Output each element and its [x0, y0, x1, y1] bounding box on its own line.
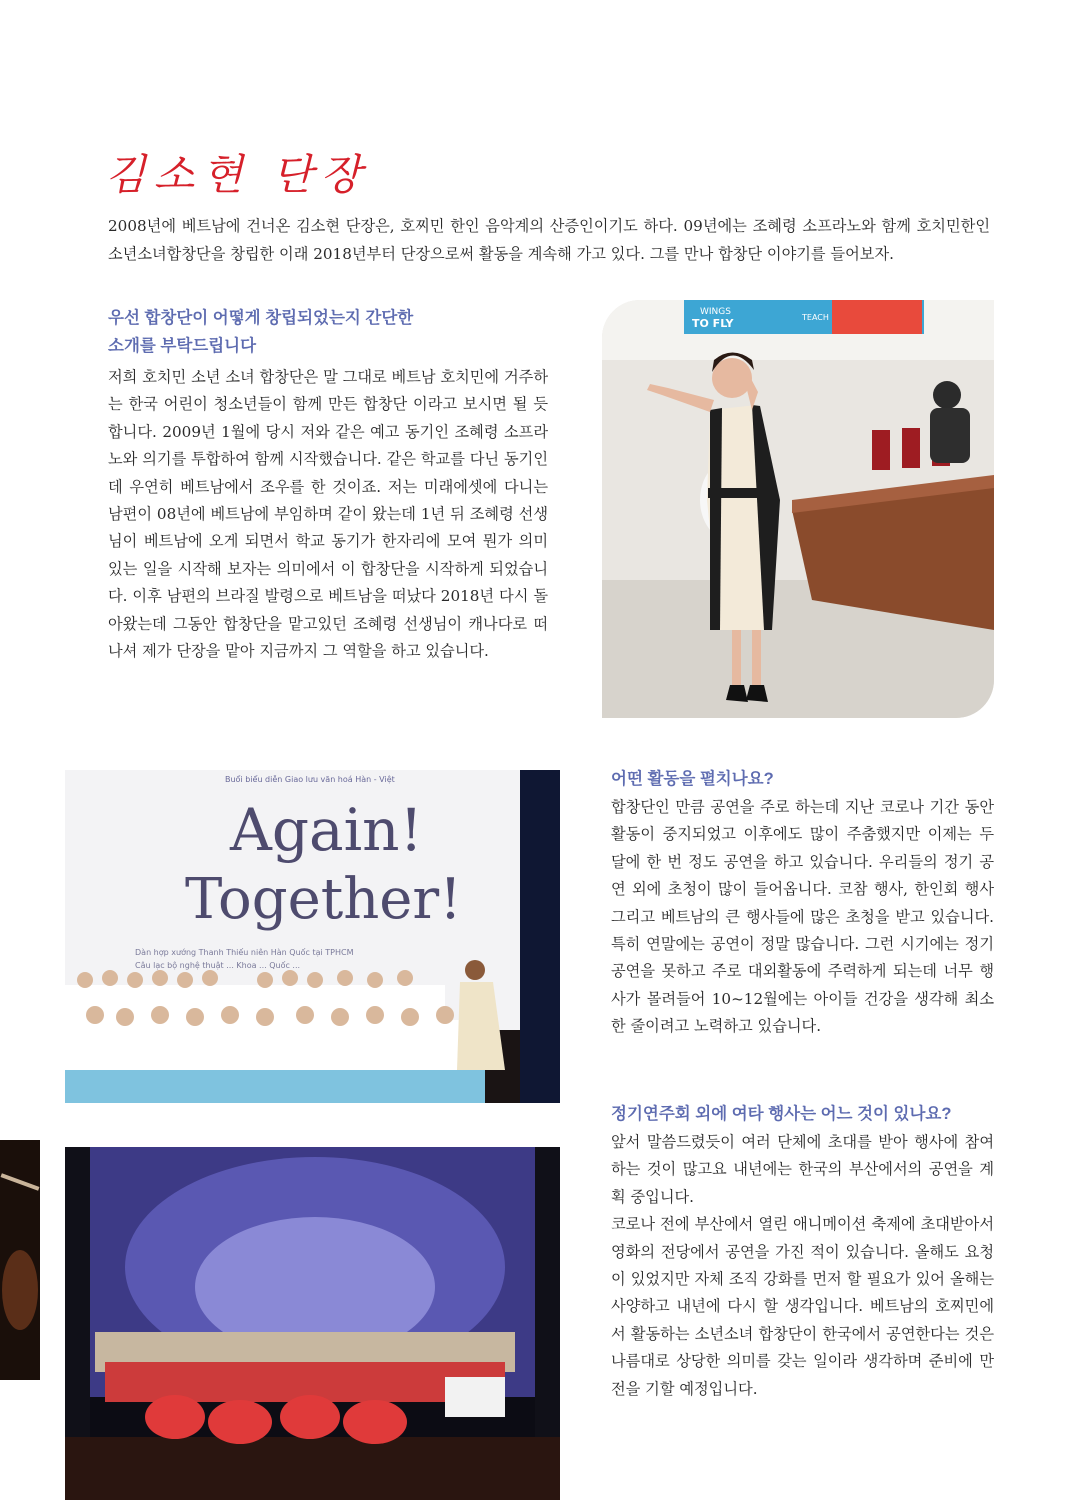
question-1-heading-line1: 우선 합창단이 어떻게 창립되었는지 간단한: [108, 309, 414, 327]
question-2: [611, 765, 994, 1041]
conductor-photo: [602, 300, 994, 718]
question-1-heading-line2: 소개를 부탁드립니다: [108, 337, 257, 355]
question-1: [108, 304, 548, 665]
screen-sub-2: Câu lạc bộ nghệ thuật ... Khoa ... Quốc ...: [135, 961, 301, 970]
question-2-answer: 합창단인 만큼 공연을 주로 하는데 지난 코로나 기간 동안 활동이 중지되었고 이후에도 많이 주춤했지만 이제는 두 달에 한 번 정도 공연을 하고 있습니다. 우리들의 정기 공연 외에 초청이 많이 들어옵니다. 코참 행사, 한인회 행사 그리고 베트남의 큰 행사들에 많은 초청을 받고 있습니다. 특히 연말에는 공연이 정말 많습니다. 그런 시기에는 정기 공연을 못하고 주로 대외활동에 주력하게 되는데 너무 행사가 몰려들어 10~12월에는 아이들 건강을 생각해 최소한 줄이려고 노력하고 있습니다.: [611, 798, 994, 1036]
banner-text-1: WINGS: [700, 307, 731, 317]
screen-title-line1: Again!: [230, 796, 423, 864]
question-1-answer: 저희 호치민 소년 소녀 합창단은 말 그대로 베트남 호치민에 거주하는 한국 어린이 청소년들이 함께 만든 합창단 이라고 보시면 될 듯 합니다. 2009년 1월에 당시 저와 같은 예고 동기인 조혜령 소프라노와 의기를 투합하여 함께 시작했습니다. 같은 학교를 다닌 동기인데 우연히 베트남에서 조우를 한 것이죠. 저는 미래에셋에 다니는 남편이 08년에 베트남에 부임하며 같이 왔는데 1년 뒤 조혜령 선생님이 베트남에 오게 되면서 학교 동기가 한자리에 모여 뭔가 의미 있는 일을 시작해 보자는 의미에서 이 합창단을 시작하게 되었습니다. 이후 남편의 브라질 발령으로 베트남을 떠났다 2018년 다시 돌아왔는데 그동안 합창단을 맡고있던 조혜령 선생님이 캐나다로 떠나셔 제가 단장을 맡아 지금까지 그 역할을 하고 있습니다.: [108, 368, 548, 661]
violin-photo-edge: [0, 1140, 40, 1380]
question-3-heading: 정기연주회 외에 여타 행사는 어느 것이 있나요?: [611, 1105, 952, 1123]
stage-performance-photo: [65, 1147, 560, 1500]
banner-text-2: TO FLY: [692, 317, 734, 330]
screen-title-line2: Together!: [185, 867, 462, 932]
banner-text-3: TEACH: [802, 313, 829, 322]
question-3: [611, 1100, 994, 1403]
page-title: 김소현 단장: [105, 150, 370, 199]
screen-sub-1: Dàn hợp xướng Thanh Thiếu niên Hàn Quốc tại TPHCM: [135, 948, 354, 957]
screen-caption: Buổi biểu diễn Giao lưu văn hoá Hàn - Việt: [225, 775, 395, 784]
question-2-heading: 어떤 활동을 펼치나요?: [611, 770, 774, 788]
again-together-photo: [65, 770, 560, 1103]
intro-paragraph: 2008년에 베트남에 건너온 김소현 단장은, 호찌민 한인 음악계의 산증인이기도 하다. 09년에는 조혜령 소프라노와 함께 호치민한인소년소녀합창단을 창립한 이래 2018년부터 단장으로써 활동을 계속해 가고 있다. 그를 만나 합창단 이야기를 들어보자.: [108, 217, 990, 263]
question-3-answer-p2: 코로나 전에 부산에서 열린 애니메이션 축제에 초대받아서 영화의 전당에서 공연을 가진 적이 있습니다. 올해도 요청이 있었지만 자체 조직 강화를 먼저 할 필요가 있어 올해는 사양하고 내년에 다시 할 생각입니다. 베트남의 호찌민에서 활동하는 소년소녀 합창단이 한국에서 공연한다는 것은 나름대로 상당한 의미를 갖는 일이라 생각하며 준비에 만전을 기할 예정입니다.: [611, 1215, 994, 1398]
question-3-answer-p1: 앞서 말씀드렸듯이 여러 단체에 초대를 받아 행사에 참여하는 것이 많고요 내년에는 한국의 부산에서의 공연을 계획 중입니다.: [611, 1133, 994, 1206]
